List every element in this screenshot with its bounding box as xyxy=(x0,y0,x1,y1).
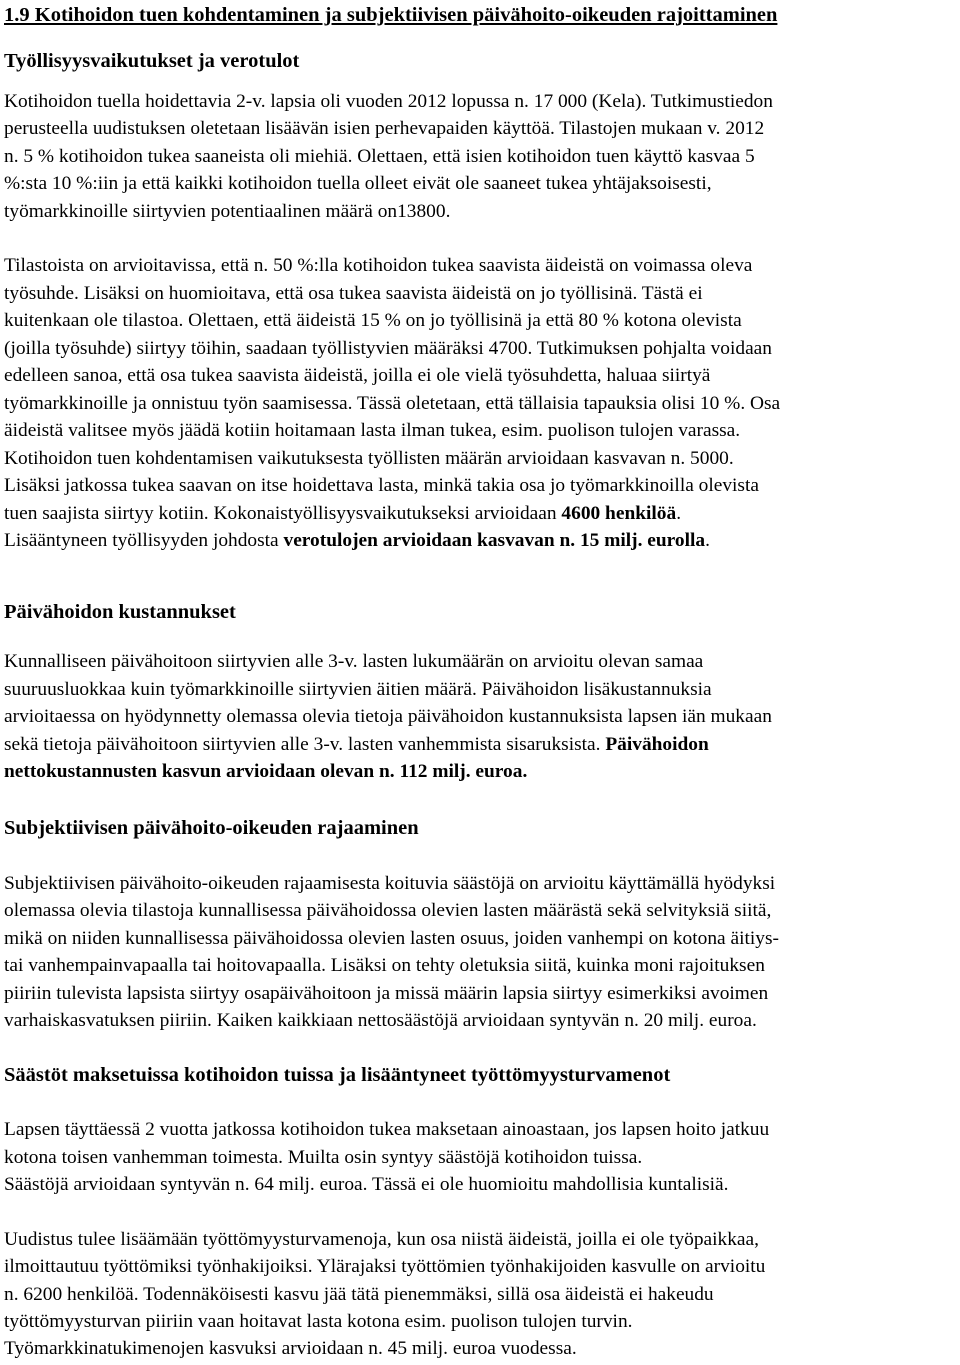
paragraph-line: %:sta 10 %:iin ja että kaikki kotihoidon tuella olleet eivät ole saaneet tukea yhtäjaksoisesti, xyxy=(4,173,712,194)
paragraph-line: Lisäksi jatkossa tukea saavan on itse hoidettava lasta, minkä takia osa jo työmarkkinoilla olevista xyxy=(4,475,759,496)
paragraph-line: työmarkkinoille siirtyvien potentiaalinen määrä on13800. xyxy=(4,201,451,222)
daycare-cost-bold: nettokustannusten kasvun arvioidaan olevan n. 112 milj. euroa. xyxy=(4,761,528,782)
paragraph-line-with-tax xyxy=(4,527,710,554)
paragraph-line: työmarkkinoille ja onnistuu työn saamisessa. Tässä oletetaan, että tällaisia tapauksia olisi 10 %. Osa xyxy=(4,393,781,414)
paragraph-line: n. 6200 henkilöä. Todennäköisesti kasvu jää tätä pienemmäksi, sillä osa äideistä ei hakeudu xyxy=(4,1284,714,1305)
paragraph-text: Lisääntyneen työllisyyden johdosta xyxy=(4,530,284,551)
paragraph-line-with-bold xyxy=(4,731,709,758)
paragraph-line: suuruusluokkaa kuin työmarkkinoille siirtyvien äitien määrä. Päivähoidon lisäkustannuksia xyxy=(4,679,712,700)
paragraph-line: Kunnalliseen päivähoitoon siirtyvien alle 3-v. lasten lukumäärän on arvioitu olevan samaa xyxy=(4,651,704,672)
paragraph-line: Subjektiivisen päivähoito-oikeuden rajaamisesta koituvia säästöjä on arvioitu käyttämällä hyödyksi xyxy=(4,873,776,894)
subsection-heading-savings: Säästöt maksetuissa kotihoidon tuissa ja lisääntyneet työttömyysturvamenot xyxy=(4,1064,671,1086)
paragraph-line-with-total xyxy=(4,500,681,527)
paragraph-line: äideistä valitsee myös jäädä kotiin hoitamaan lasta ilman tukea, esim. puolison tulojen varassa. xyxy=(4,420,741,441)
paragraph-line: Lapsen täyttäessä 2 vuotta jatkossa kotihoidon tukea maksetaan ainoastaan, jos lapsen hoito jatkuu xyxy=(4,1119,770,1140)
paragraph-text: tuen saajista siirtyy kotiin. Kokonaistyöllisyysvaikutukseksi arvioidaan xyxy=(4,503,562,524)
tax-revenue-estimate: verotulojen arvioidaan kasvavan n. 15 milj. eurolla xyxy=(283,530,706,551)
paragraph-line: perusteella uudistuksen oletetaan lisäävän isien perhevapaiden käyttöä. Tilastojen mukaan v. 2012 xyxy=(4,118,765,139)
paragraph-line: (joilla työsuhde) siirtyy töihin, saadaan työllistyvien määräksi 4700. Tutkimuksen pohjalta voidaan xyxy=(4,338,772,359)
paragraph-line: piiriin tulevista lapsista siirtyy osapäivähoitoon ja missä määrin lapsia siirtyy esimerkiksi avoimen xyxy=(4,983,769,1004)
paragraph-line: Kotihoidon tuella hoidettavia 2-v. lapsia oli vuoden 2012 lopussa n. 17 000 (Kela). Tutkimustiedon xyxy=(4,91,773,112)
subsection-heading-employment: Työllisyysvaikutukset ja verotulot xyxy=(4,50,300,72)
paragraph-line: kotona toisen vanhemman toimesta. Muilta osin syntyy säästöjä kotihoidon tuissa. xyxy=(4,1147,643,1168)
paragraph-line: kuitenkaan ole tilastoa. Olettaen, että äideistä 15 % on jo työllisinä ja että 80 % kotona olevista xyxy=(4,310,742,331)
paragraph-line: Tilastoista on arvioitavissa, että n. 50 %:lla kotihoidon tukea saavista äideistä on voimassa oleva xyxy=(4,255,753,276)
paragraph-line: työttömyysturvan piiriin vaan hoitavat lasta kotona esim. puolison tulojen turvin. xyxy=(4,1311,633,1332)
paragraph-line: Kotihoidon tuen kohdentamisen vaikutuksesta työllisten määrän arvioidaan kasvavan n. 5000. xyxy=(4,448,734,469)
period: . xyxy=(676,503,682,524)
paragraph-line: varhaiskasvatuksen piiriin. Kaiken kaikkiaan nettosäästöjä arvioidaan syntyvän n. 20 milj. euroa. xyxy=(4,1010,757,1031)
paragraph-line: tai vanhempainvapaalla tai hoitovapaalla. Lisäksi on tehty oletuksia siitä, kuinka moni rajoituksen xyxy=(4,955,765,976)
period: . xyxy=(705,530,710,551)
subsection-heading-daycare-right: Subjektiivisen päivähoito-oikeuden rajaaminen xyxy=(4,817,419,839)
paragraph-text: sekä tietoja päivähoitoon siirtyvien alle 3-v. lasten vanhemmista sisaruksista. xyxy=(4,734,606,755)
subsection-heading-daycare-costs: Päivähoidon kustannukset xyxy=(4,601,236,623)
paragraph-line: mikä on niiden kunnallisessa päivähoidossa olevien lasten osuus, joiden vanhempi on kotona äitiys- xyxy=(4,928,779,949)
daycare-bold-start: Päivähoidon xyxy=(605,734,709,755)
paragraph-line: arvioitaessa on hyödynnetty olemassa olevia tietoja päivähoidon kustannuksista lapsen iän mukaan xyxy=(4,706,772,727)
paragraph-line: ilmoittautuu työttömiksi työnhakijoiksi. Ylärajaksi työttömien työnhakijoiden kasvulle on arvioitu xyxy=(4,1256,766,1277)
paragraph-line: olemassa olevia tilastoja kunnallisessa päivähoidossa olevien lasten määrästä sekä selvityksiä siitä, xyxy=(4,900,772,921)
paragraph-line: Uudistus tulee lisäämään työttömyysturvamenoja, kun osa niistä äideistä, joilla ei ole työpaikkaa, xyxy=(4,1229,759,1250)
employment-total: 4600 henkilöä xyxy=(561,503,677,524)
paragraph-line: Säästöjä arvioidaan syntyvän n. 64 milj. euroa. Tässä ei ole huomioitu mahdollisia kuntalisiä. xyxy=(4,1174,729,1195)
daycare-cost-estimate xyxy=(4,758,527,785)
paragraph-line: n. 5 % kotihoidon tukea saaneista oli miehiä. Olettaen, että isien kotihoidon tuen käyttö kasvaa 5 xyxy=(4,146,755,167)
paragraph-line: edelleen sanoa, että osa tukea saavista äideistä, joilla ei ole vielä työsuhdetta, haluaa siirtyä xyxy=(4,365,711,386)
section-title: 1.9 Kotihoidon tuen kohdentaminen ja subjektiivisen päivähoito-oikeuden rajoittaminen xyxy=(4,4,778,26)
paragraph-line: Työmarkkinatukimenojen kasvuksi arvioidaan n. 45 milj. euroa vuodessa. xyxy=(4,1338,577,1359)
paragraph-line: työsuhde. Lisäksi on huomioitava, että osa tukea saavista äideistä on jo työllisinä. Tästä ei xyxy=(4,283,703,304)
